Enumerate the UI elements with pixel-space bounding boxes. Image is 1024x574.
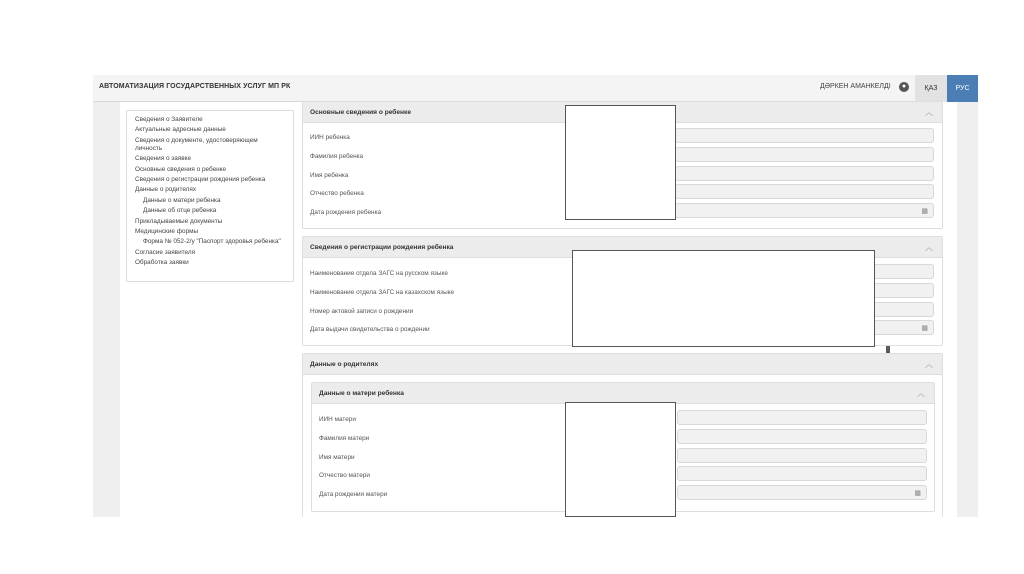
field-label: Наименование отдела ЗАГС на русском языке bbox=[310, 270, 448, 277]
child-surname-input[interactable] bbox=[675, 147, 934, 162]
sidebar-item-consent[interactable]: Согласие заявителя bbox=[135, 248, 196, 256]
section-title: Данные о матери ребенка bbox=[319, 390, 404, 397]
sidebar-item-birth-registration[interactable]: Сведения о регистрации рождения ребенка bbox=[135, 175, 266, 183]
top-bar bbox=[93, 75, 978, 102]
field-label: Дата выдачи свидетельства о рождении bbox=[310, 326, 430, 333]
calendar-icon[interactable]: ▦ bbox=[914, 490, 921, 497]
field-label: Наименование отдела ЗАГС на казахском языке bbox=[310, 289, 455, 296]
mother-birthdate-input[interactable] bbox=[677, 485, 927, 500]
child-name-input[interactable] bbox=[675, 166, 934, 181]
mother-iin-input[interactable] bbox=[677, 410, 927, 425]
page-margin-bottom bbox=[0, 517, 1024, 574]
sidebar-item-request[interactable]: Сведения о заявке bbox=[135, 155, 192, 163]
child-birthdate-input[interactable] bbox=[675, 203, 934, 218]
field-label: Отчество ребенка bbox=[310, 190, 364, 197]
redaction-box bbox=[572, 250, 875, 347]
sidebar-item-mother[interactable]: Данные о матери ребенка bbox=[143, 196, 221, 204]
sidebar-item-applicant[interactable]: Сведения о Заявителе bbox=[135, 116, 203, 123]
field-label: Дата рождения ребенка bbox=[310, 209, 382, 216]
field-label: Фамилия матери bbox=[319, 435, 370, 442]
scrollbar-track[interactable] bbox=[957, 102, 978, 517]
child-iin-input[interactable] bbox=[675, 128, 934, 143]
lang-rus-button[interactable]: РУС bbox=[947, 75, 978, 102]
field-label: ИИН ребенка bbox=[310, 134, 350, 141]
section-title: Данные о родителях bbox=[310, 361, 379, 368]
section-mother-header[interactable] bbox=[312, 383, 934, 404]
sidebar-nav bbox=[126, 110, 294, 282]
sidebar-item-parents[interactable]: Данные о родителях bbox=[135, 186, 197, 194]
mother-patronymic-input[interactable] bbox=[677, 466, 927, 481]
user-circle-icon[interactable]: ● bbox=[899, 82, 909, 92]
sidebar-item-attachments[interactable]: Прикладываемые документы bbox=[135, 217, 223, 225]
mother-surname-input[interactable] bbox=[677, 429, 927, 444]
sidebar-item-address[interactable]: Актуальные адресные данные bbox=[135, 126, 226, 134]
lang-kaz-button[interactable]: ҚАЗ bbox=[915, 75, 947, 102]
section-parents-header[interactable] bbox=[303, 354, 942, 375]
sidebar-item-id-document[interactable]: Сведения о документе, удостоверяющем личность bbox=[135, 136, 258, 152]
sidebar-item-father[interactable]: Данные об отце ребенка bbox=[143, 207, 217, 215]
section-title: Основные сведения о ребенке bbox=[310, 109, 411, 116]
field-label: Имя ребенка bbox=[310, 172, 349, 179]
chevron-up-icon[interactable]: ︿ bbox=[917, 389, 925, 398]
chevron-up-icon[interactable]: ︿ bbox=[925, 243, 933, 252]
child-patronymic-input[interactable] bbox=[675, 184, 934, 199]
sidebar-item-medical-forms[interactable]: Медицинские формы bbox=[135, 227, 199, 235]
user-name[interactable]: ДӘРКЕН АМАНКЕЛДІ bbox=[820, 83, 891, 90]
chevron-up-icon[interactable]: ︿ bbox=[925, 108, 933, 117]
field-label: Имя матери bbox=[319, 454, 355, 461]
field-label: Фамилия ребенка bbox=[310, 153, 364, 160]
sidebar-item-health-passport[interactable]: Форма № 052-2/у "Паспорт здоровья ребенка" bbox=[143, 238, 281, 246]
sidebar-item-child-basic[interactable]: Основные сведения о ребенке bbox=[135, 165, 227, 173]
mother-name-input[interactable] bbox=[677, 448, 927, 463]
calendar-icon[interactable]: ▦ bbox=[921, 208, 928, 215]
calendar-icon[interactable]: ▦ bbox=[921, 325, 928, 332]
redaction-box bbox=[565, 402, 676, 517]
field-label: Номер актовой записи о рождении bbox=[310, 308, 414, 315]
section-title: Сведения о регистрации рождения ребенка bbox=[310, 244, 454, 251]
app-title: АВТОМАТИЗАЦИЯ ГОСУДАРСТВЕННЫХ УСЛУГ МП РК bbox=[99, 83, 291, 90]
chevron-up-icon[interactable]: ︿ bbox=[925, 360, 933, 369]
redaction-box bbox=[565, 105, 676, 220]
field-label: Дата рождения матери bbox=[319, 491, 388, 498]
field-label: Отчество матери bbox=[319, 472, 370, 479]
sidebar-item-processing[interactable]: Обработка заявки bbox=[135, 259, 189, 267]
field-label: ИИН матери bbox=[319, 416, 356, 423]
